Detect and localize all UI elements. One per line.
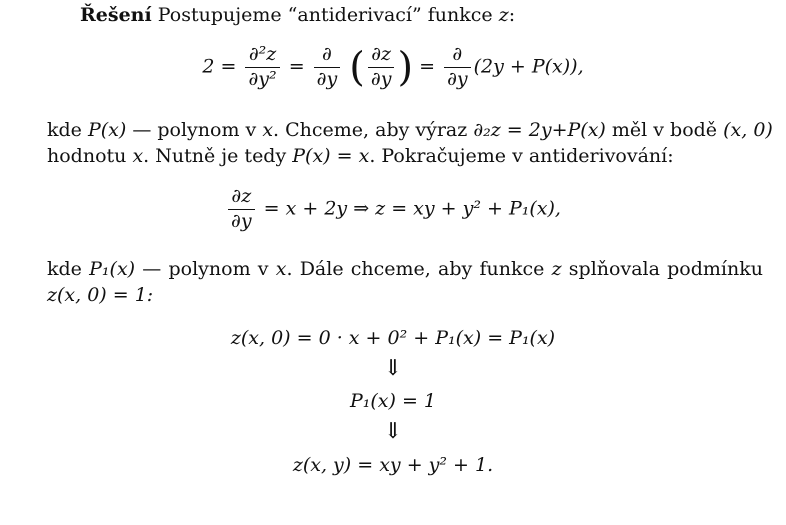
paragraph-2-line-1: kde P₁(x) — polynom v x. Dále chceme, aby funkce z splňovala podmínku	[47, 258, 763, 280]
equation-3: z(x, 0) = 0 · x + 0² + P₁(x) = P₁(x)	[230, 327, 556, 349]
eq1-frac-operator-2: $\frac{\partial}{\partial y}$	[444, 44, 471, 91]
equation-1: 2 = $\frac{\text{∂²z}}{\text{∂y²}}$ = $\frac{\partial}{\partial y}$ ( $\frac{\partial z}{\partial y}$ ) = $\frac{\partial}{\partial y}$ (2y + P(x)),	[202, 43, 584, 91]
heading-var: z	[498, 4, 509, 26]
heading-text: Postupujeme “antiderivací” funkce	[157, 4, 493, 26]
paragraph-1-line-1: kde P(x) — polynom v x. Chceme, aby výraz ∂₂z = 2y+P(x) měl v bodě (x, 0)	[47, 119, 773, 141]
implies-arrow-2: ⇓	[383, 419, 403, 444]
eq1-frac-first-derivative: $\frac{\partial z}{\partial y}$	[368, 44, 395, 91]
paragraph-2-line-2: z(x, 0) = 1:	[47, 284, 154, 306]
equation-5: z(x, y) = xy + y² + 1.	[292, 454, 494, 476]
eq1-frac-second-derivative: $\frac{\text{∂²z}}{\text{∂y²}}$	[245, 44, 279, 91]
paragraph-1-line-2: hodnotu x. Nutně je tedy P(x) = x. Pokračujeme v antiderivování:	[47, 145, 674, 167]
solution-label: Řešení	[80, 4, 152, 26]
eq1-equals: =	[220, 55, 237, 78]
eq1-tail: (2y + P(x)),	[473, 55, 584, 78]
implies-arrow-1: ⇓	[383, 356, 403, 381]
equation-2	[0, 186, 786, 233]
equation-4: P₁(x) = 1	[349, 390, 437, 412]
eq1-lhs: 2	[202, 55, 215, 78]
eq2-rest: = x + 2y ⇒ z = xy + y² + P₁(x),	[263, 197, 561, 220]
eq1-frac-operator: $\frac{\partial}{\partial y}$	[314, 44, 341, 91]
eq2-frac: $\frac{\partial z}{\partial y}$	[228, 186, 255, 233]
solution-heading: Řešení Postupujeme “antiderivací” funkce z:	[80, 4, 516, 26]
